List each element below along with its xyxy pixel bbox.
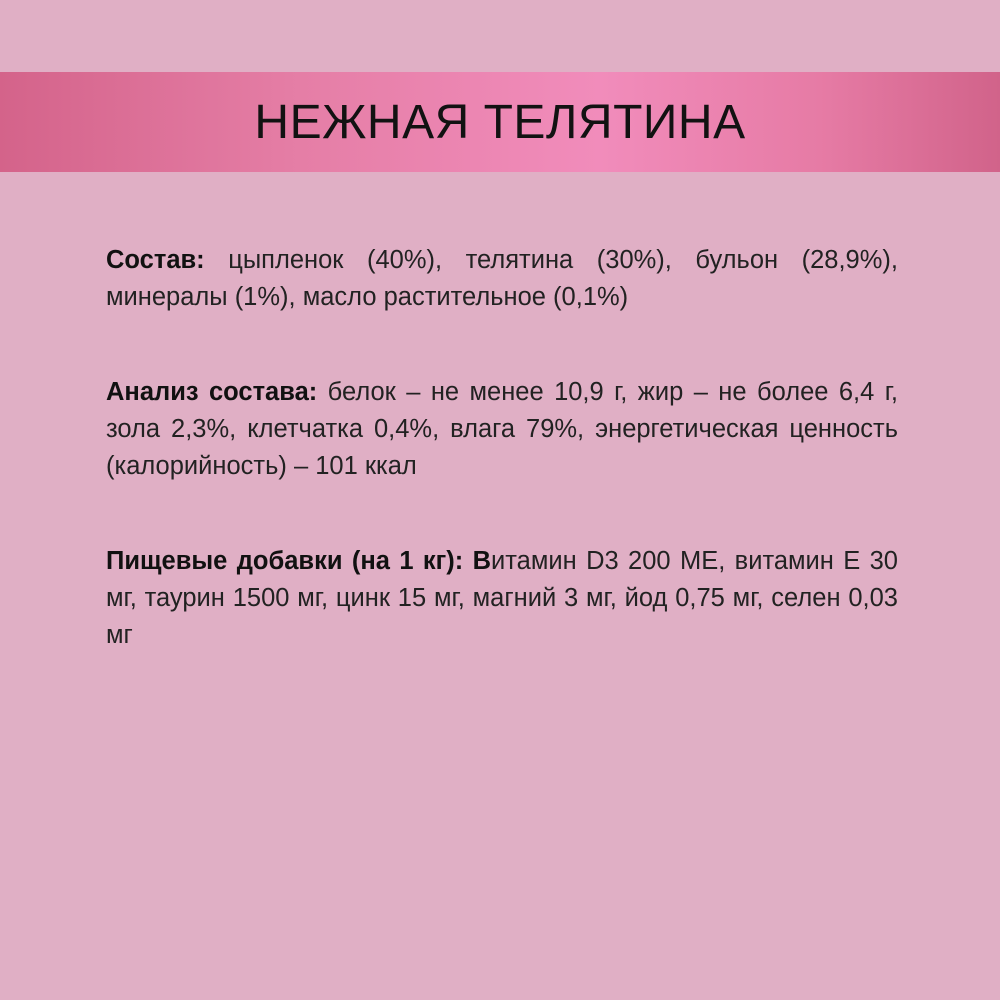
page-title: НЕЖНАЯ ТЕЛЯТИНА — [254, 95, 746, 149]
composition-text: цыпленок (40%), телятина (30%), бульон (28,9%), минералы (1%), масло растительное (0,1%) — [106, 246, 898, 311]
analysis-text: белок – не менее 10,9 г, жир – не более 6,4 г, зола 2,3%, клетчатка 0,4%, влага 79%, энергетическая ценность (калорийность) – 101 ккал — [106, 378, 898, 480]
additives-text: итамин D3 200 МЕ, витамин Е 30 мг, таурин 1500 мг, цинк 15 мг, магний 3 мг, йод 0,75 мг, селен 0,03 мг — [106, 547, 898, 649]
additives-label: Пищевые добавки (на 1 кг): В — [106, 547, 492, 575]
composition-paragraph — [106, 242, 898, 316]
analysis-paragraph — [106, 374, 898, 485]
additives-paragraph — [106, 543, 898, 654]
title-banner — [0, 72, 1000, 172]
composition-label: Состав: — [106, 246, 205, 274]
analysis-label: Анализ состава: — [106, 378, 318, 406]
composition-content — [106, 242, 898, 654]
